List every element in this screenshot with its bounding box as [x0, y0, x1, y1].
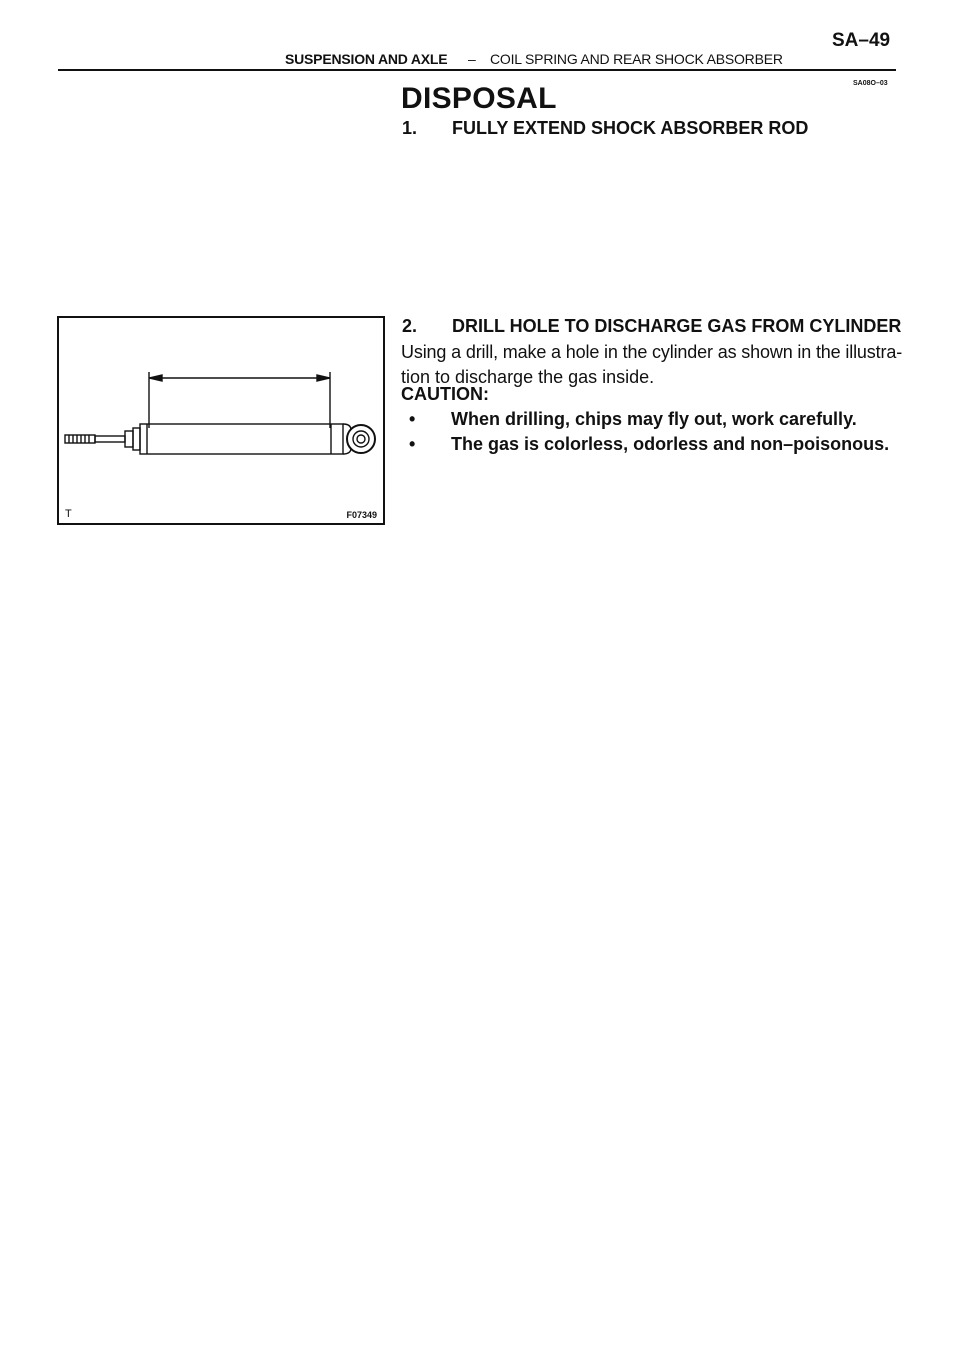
- step-number: 2.: [402, 316, 418, 336]
- caution-text: When drilling, chips may fly out, work carefully.: [451, 409, 857, 429]
- arrow-left-icon: [149, 375, 162, 381]
- step-2-body-line: Using a drill, make a hole in the cylinder as shown in the illustra-: [401, 342, 903, 362]
- step-number: 1.: [402, 118, 418, 138]
- section-title: DISPOSAL: [401, 82, 557, 115]
- caution-text: The gas is colorless, odorless and non–poisonous.: [451, 434, 890, 454]
- header-section: SUSPENSION AND AXLE: [285, 51, 448, 67]
- figure-id: F07349: [346, 510, 377, 520]
- step-2-body-line: tion to discharge the gas inside.: [401, 367, 655, 387]
- doc-code: SA08O–03: [853, 80, 888, 87]
- piston-rod: [95, 436, 125, 442]
- cylinder-body: [140, 424, 343, 454]
- rod-nut: [125, 431, 133, 447]
- figure-mark: T: [65, 508, 72, 520]
- arrow-right-icon: [317, 375, 330, 381]
- shock-absorber-drawing: [59, 318, 383, 523]
- rod-shoulder: [133, 428, 140, 450]
- step-title: DRILL HOLE TO DISCHARGE GAS FROM CYLINDER: [452, 316, 902, 336]
- caution-label: CAUTION:: [401, 384, 489, 404]
- header-separator: –: [468, 51, 476, 67]
- step-title: FULLY EXTEND SHOCK ABSORBER ROD: [452, 118, 809, 138]
- bullet-icon: •: [409, 409, 416, 429]
- page-number: SA–49: [832, 30, 891, 51]
- bullet-icon: •: [409, 434, 416, 454]
- header-topic: COIL SPRING AND REAR SHOCK ABSORBER: [490, 51, 783, 67]
- shock-absorber-figure: [57, 316, 385, 525]
- header-rule: [58, 69, 896, 71]
